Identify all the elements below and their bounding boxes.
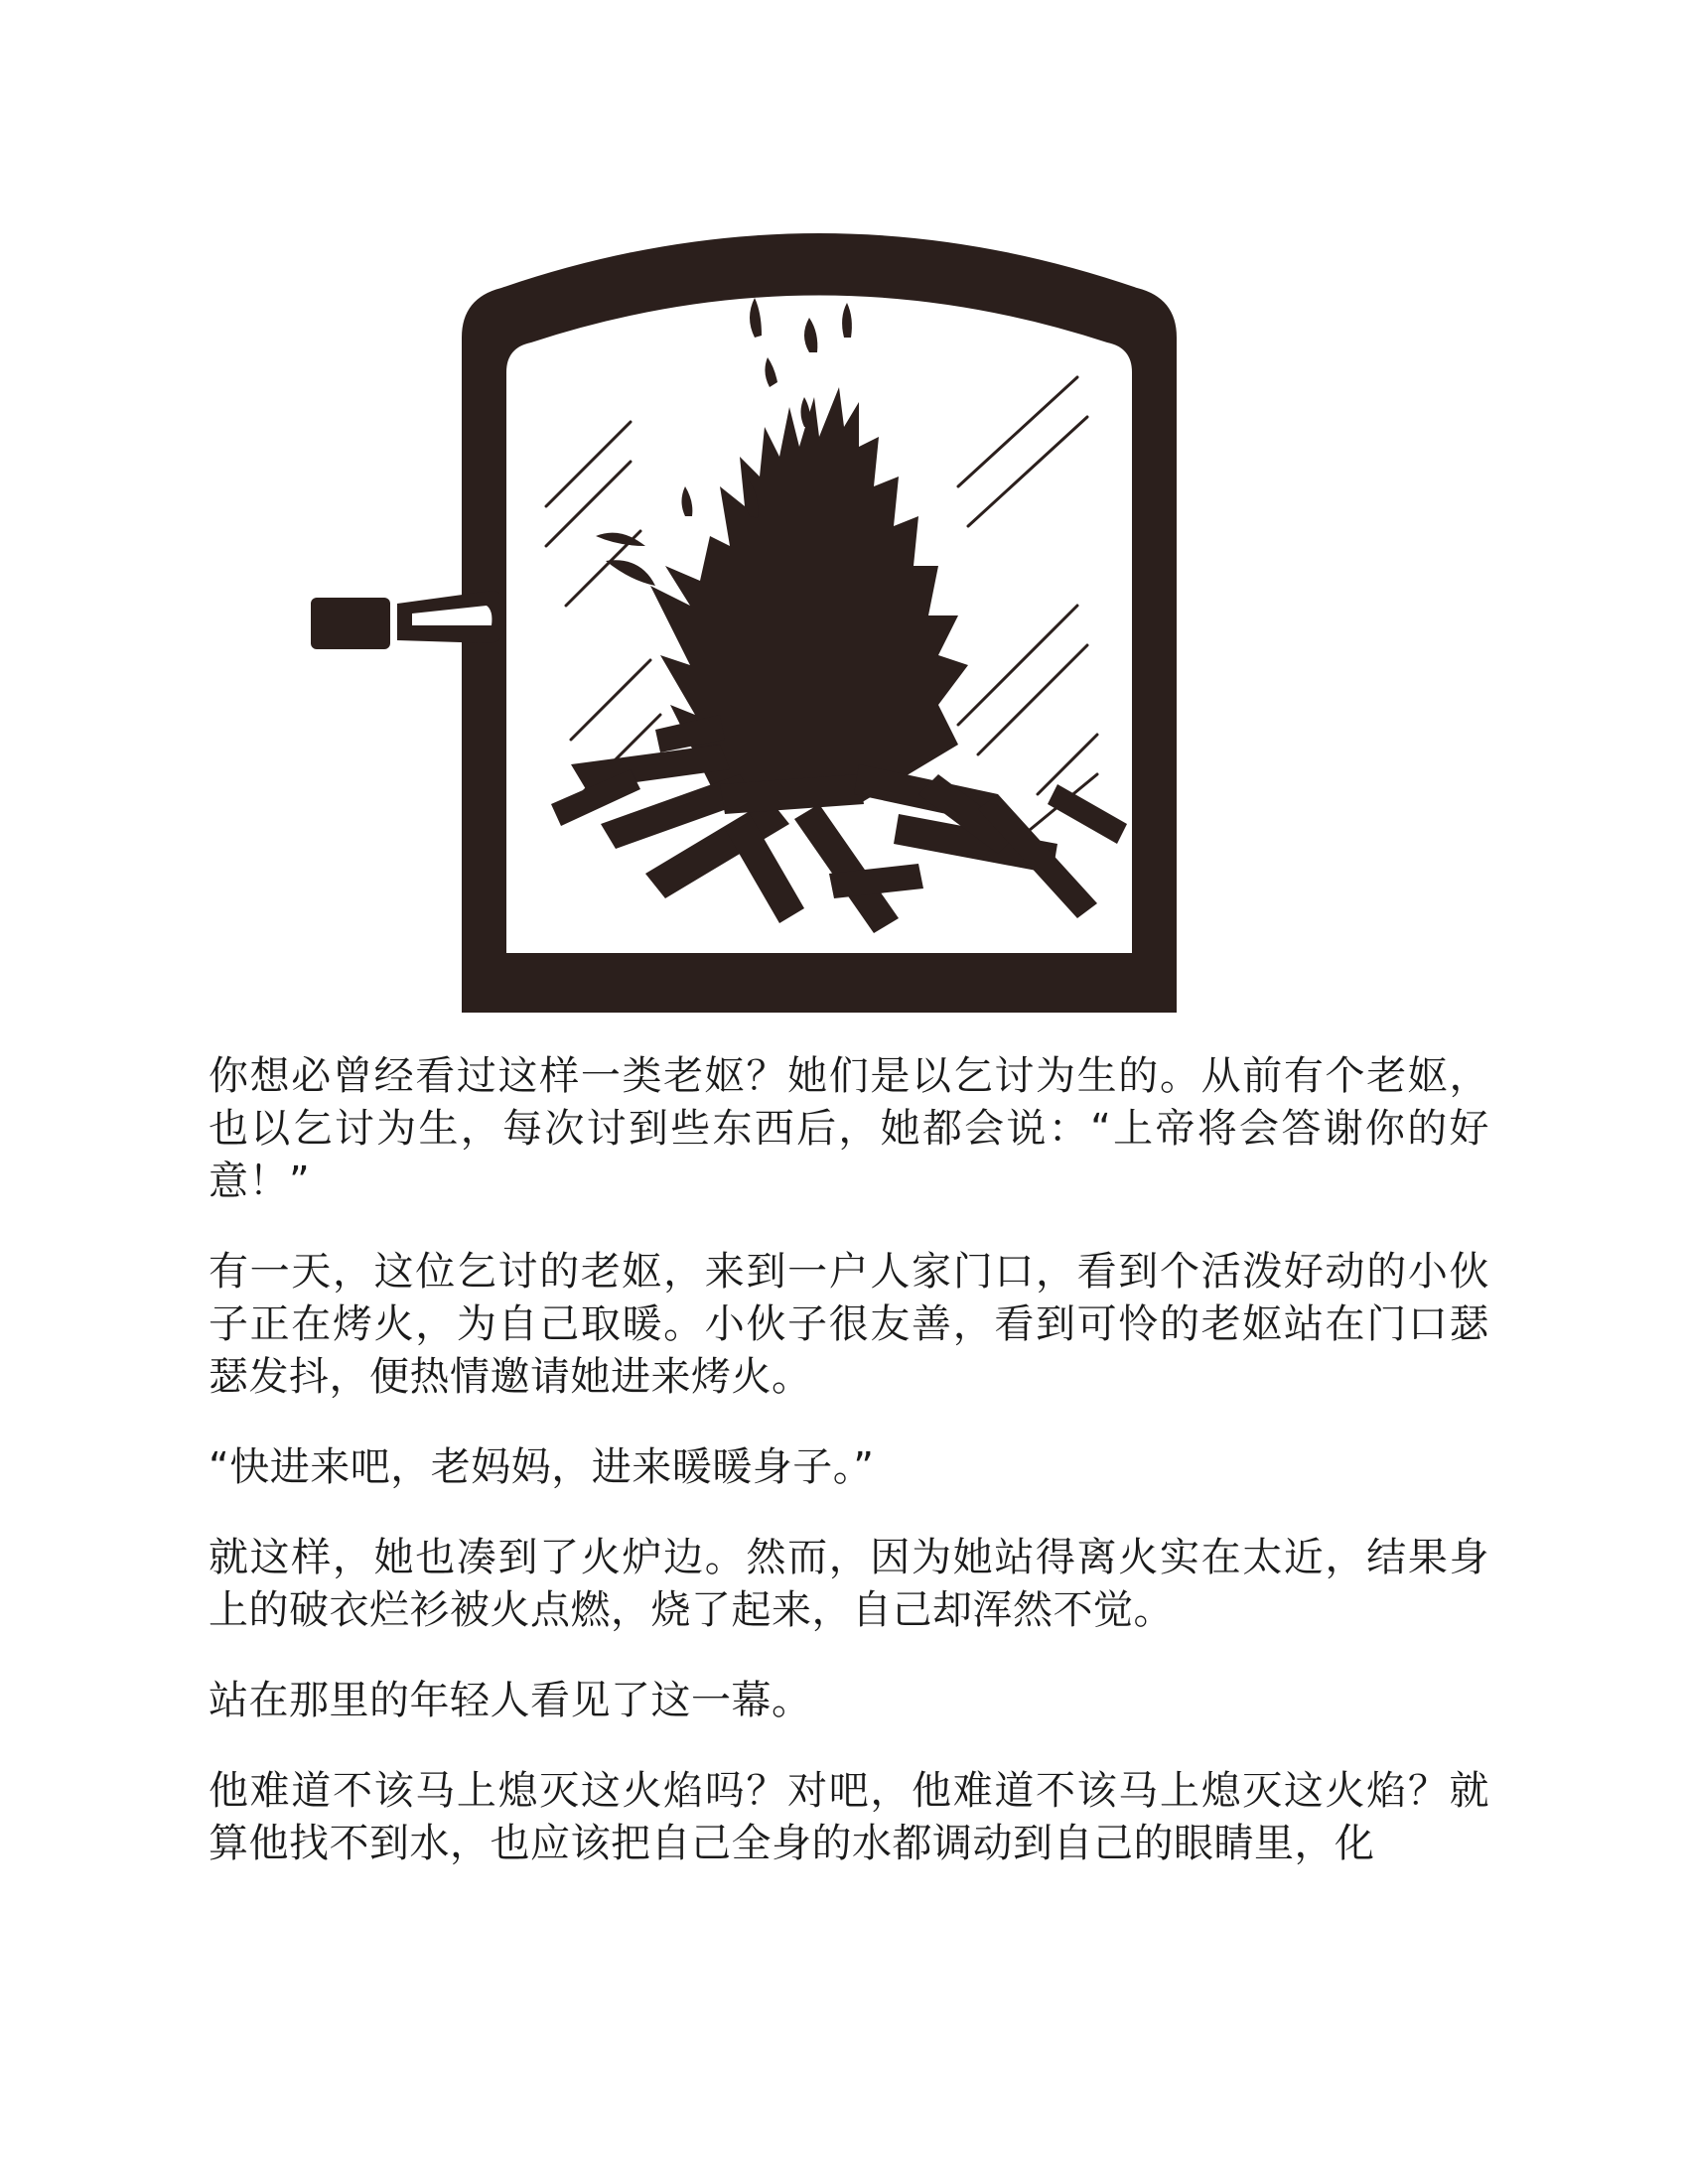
story-paragraph-2: 有一天，这位乞讨的老妪，来到一户人家门口，看到个活泼好动的小伙子正在烤火，为自己取暖。小伙子很友善，看到可怜的老妪站在门口瑟瑟发抖，便热情邀请她进来烤火。 (209, 1249, 1489, 1400)
door-handle (311, 598, 390, 649)
story-paragraph-4: 就这样，她也凑到了火炉边。然而，因为她站得离火实在太近，结果身上的破衣烂衫被火点燃，烧了起来，自己却浑然不觉。 (209, 1535, 1489, 1633)
fireplace-icon (303, 189, 1375, 1013)
fire-flames (596, 298, 968, 804)
story-text (209, 1050, 1489, 1908)
story-paragraph-6: 他难道不该马上熄灭这火焰吗？对吧，他难道不该马上熄灭这火焰？就算他找不到水，也应该把自己全身的水都调动到自己的眼睛里，化 (209, 1768, 1489, 1866)
story-paragraph-1: 你想必曾经看过这样一类老妪？她们是以乞讨为生的。从前有个老妪，也以乞讨为生，每次讨到些东西后，她都会说：“上帝将会答谢你的好意！” (209, 1053, 1489, 1204)
fireplace-illustration (303, 189, 1375, 1013)
story-paragraph-3: “快进来吧，老妈妈，进来暖暖身子。” (209, 1444, 875, 1490)
story-paragraph-5: 站在那里的年轻人看见了这一幕。 (209, 1678, 812, 1723)
